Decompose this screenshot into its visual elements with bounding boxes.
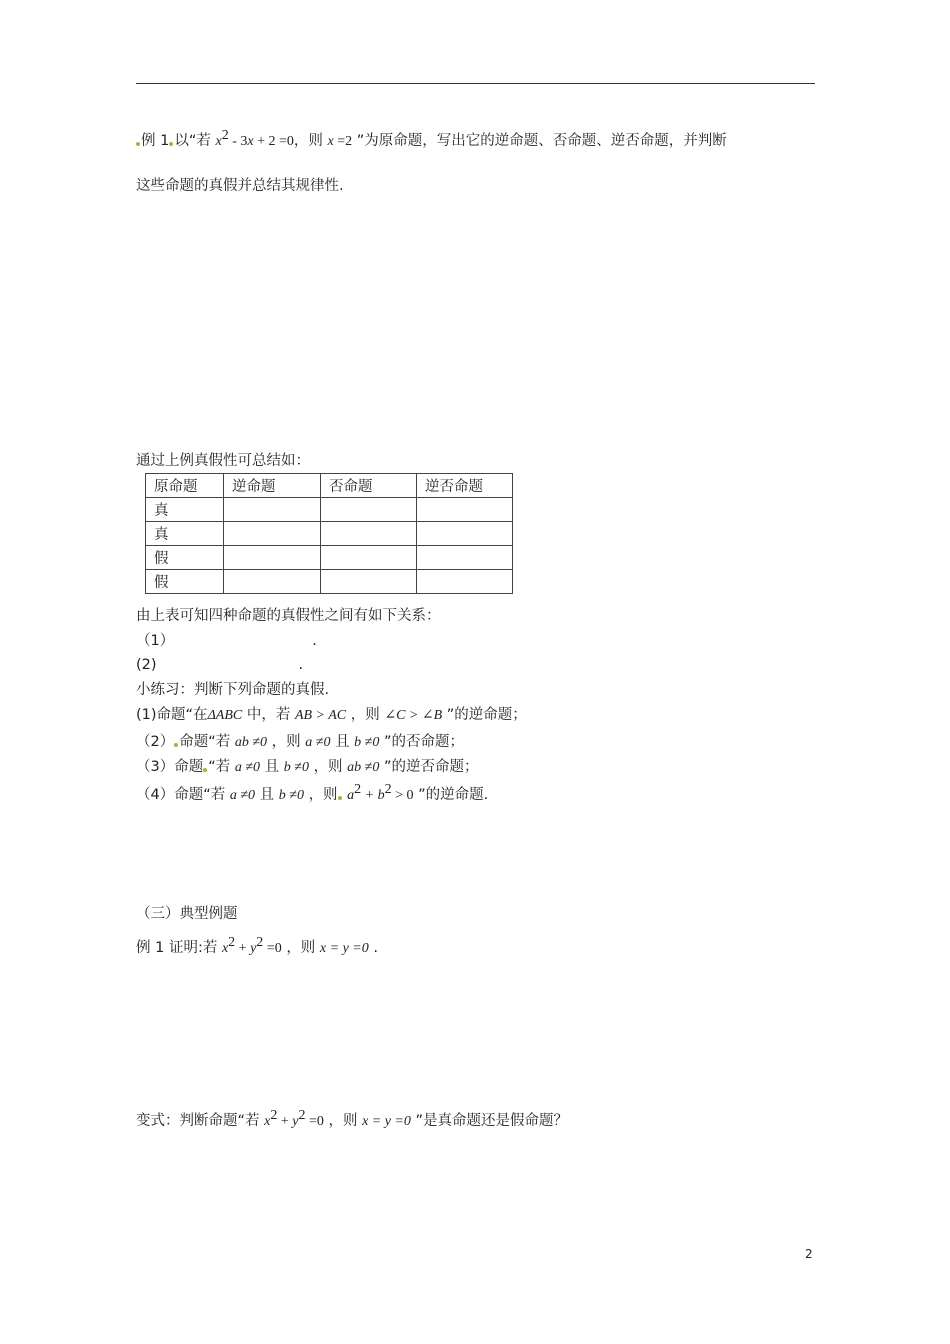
example1-label: 例 1 <box>141 133 170 149</box>
section3-example: 例 1 证明:若 $x^2 + y^2 =0$ ，则 x = y =0 . <box>136 935 378 956</box>
example1-line1: 例 1 以“若 $x^2 - 3x + 2 =0$，则 x =2 ”为原命题，写出它的逆命题、否命题、逆否命题，并判断 <box>136 131 727 152</box>
page-number: 2 <box>805 1247 813 1261</box>
marker-dot <box>338 796 342 800</box>
table-cell <box>321 570 417 594</box>
table-cell <box>321 546 417 570</box>
relation-item-2: (2) . <box>136 657 304 673</box>
table-cell: 假 <box>146 546 224 570</box>
table-header: 原命题 <box>146 474 224 498</box>
table-row <box>146 498 513 522</box>
table-header: 逆否命题 <box>417 474 513 498</box>
table-cell <box>224 570 321 594</box>
practice-q4: （4）命题“若 a ≠0 且 b ≠0 ，则 $a^2 + b^2 > 0$ ”的逆命题. <box>136 782 489 803</box>
table-cell <box>224 546 321 570</box>
table-cell <box>417 498 513 522</box>
marker-dot <box>169 142 173 146</box>
marker-dot <box>136 142 140 146</box>
relation-intro: 由上表可知四种命题的真假性之间有如下关系： <box>136 608 441 624</box>
example1-condition: $x^2 - 3x + 2 =0$ <box>215 128 294 149</box>
practice-title: 小练习：判断下列命题的真假. <box>136 682 330 698</box>
table-cell <box>224 498 321 522</box>
header-rule <box>136 83 815 84</box>
table-cell: 假 <box>146 570 224 594</box>
table-cell <box>321 522 417 546</box>
q4-conclusion: $a^2 + b^2 > 0$ <box>347 782 414 803</box>
table-row <box>146 546 513 570</box>
table-cell: 真 <box>146 498 224 522</box>
table-cell <box>321 498 417 522</box>
section3-heading: （三）典型例题 <box>136 906 238 922</box>
table-header: 否命题 <box>321 474 417 498</box>
table-cell: 真 <box>146 522 224 546</box>
summary-intro: 通过上例真假性可总结如： <box>136 453 310 469</box>
table-cell <box>417 522 513 546</box>
table-cell <box>417 546 513 570</box>
relation-item-1: （1） . <box>136 633 317 649</box>
variant-question: 变式：判断命题“若 $x^2 + y^2 =0$ ，则 x = y =0 ”是真命题还是假命题？ <box>136 1108 569 1129</box>
table-cell <box>417 570 513 594</box>
marker-dot <box>174 743 178 747</box>
practice-q1: (1)命题“在ΔABC 中，若 AB > AC ，则 ∠C > ∠B ”的逆命题； <box>136 707 527 723</box>
table-row <box>146 570 513 594</box>
example1-conclusion: x =2 <box>327 134 353 149</box>
practice-q2: （2） 命题“若 ab ≠0 ，则 a ≠0 且 b ≠0 ”的否命题； <box>136 734 464 750</box>
table-header-row <box>146 474 513 498</box>
marker-dot <box>203 768 207 772</box>
truth-table <box>145 473 513 594</box>
practice-q3: （3）命题 “若 a ≠0 且 b ≠0 ，则 ab ≠0 ”的逆否命题； <box>136 759 479 775</box>
table-cell <box>224 522 321 546</box>
section3-condition: $x^2 + y^2 =0$ <box>221 935 282 956</box>
variant-condition: $x^2 + y^2 =0$ <box>264 1108 324 1129</box>
table-header: 逆命题 <box>224 474 321 498</box>
table-row <box>146 522 513 546</box>
example1-line2: 这些命题的真假并总结其规律性. <box>136 178 344 194</box>
